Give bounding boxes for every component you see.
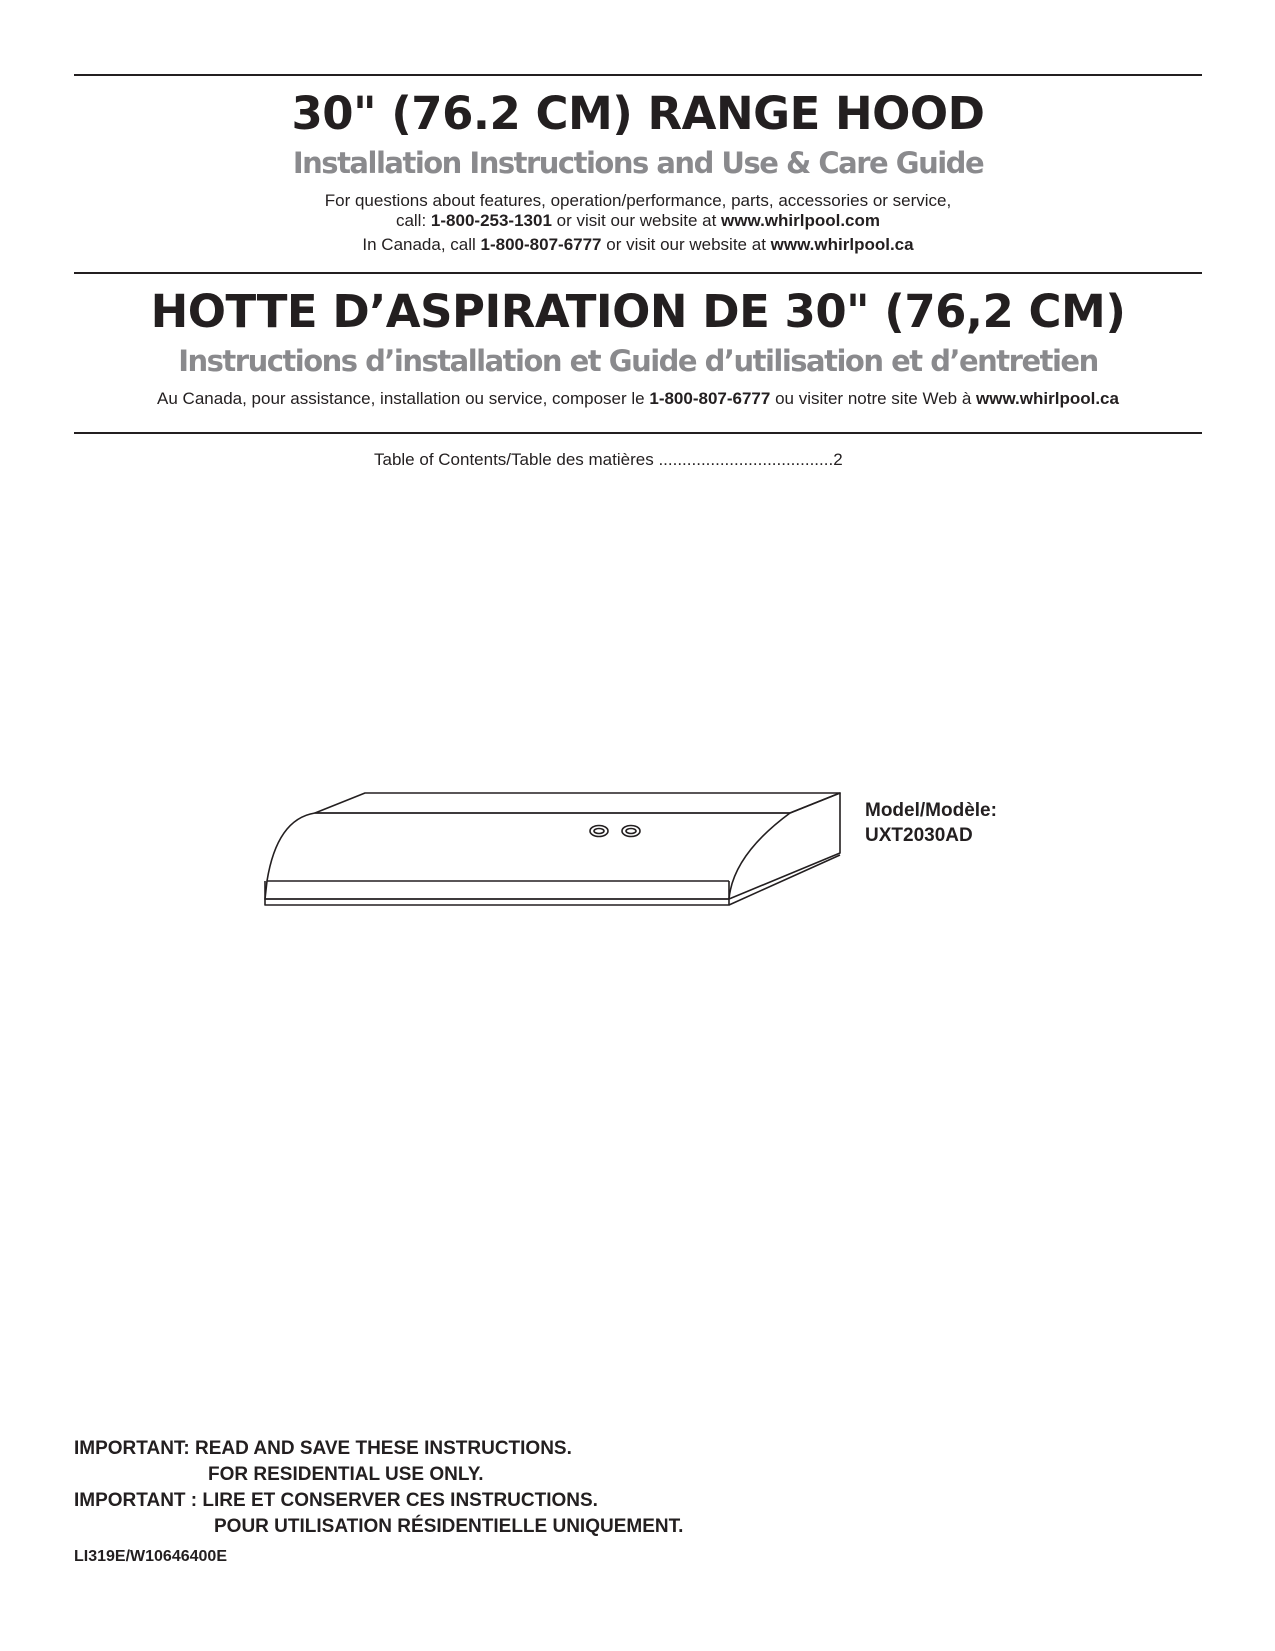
- english-contact-line-2: [74, 210, 1202, 232]
- lower-rule: [74, 432, 1202, 434]
- contact-text: For questions about features, operation/performance, parts, accessories or service,: [324, 191, 952, 210]
- canada-phone-number: 1-800-807-6777: [649, 389, 771, 408]
- english-contact-line-1: [74, 190, 1202, 212]
- us-website-link[interactable]: www.whirlpool.com: [721, 211, 881, 230]
- table-of-contents-entry[interactable]: [374, 450, 843, 470]
- contact-text: or visit our website at: [551, 211, 722, 230]
- french-subtitle: Instructions d’installation et Guide d’utilisation et d’entretien: [178, 344, 1098, 378]
- canada-website-link[interactable]: www.whirlpool.ca: [770, 235, 914, 254]
- contact-text: ou visiter notre site Web à: [770, 389, 977, 408]
- contact-text: or visit our website at: [601, 235, 771, 254]
- contact-text: In Canada, call: [362, 235, 481, 254]
- contact-text: Au Canada, pour assistance, installation ou service, composer le: [157, 389, 650, 408]
- important-english-line-2: FOR RESIDENTIAL USE ONLY.: [208, 1464, 484, 1485]
- toc-page-number: 2: [833, 450, 843, 469]
- french-contact-line: [74, 388, 1202, 410]
- english-title: 30" (76.2 CM) RANGE HOOD: [291, 87, 985, 140]
- english-subtitle: Installation Instructions and Use & Care Guide: [292, 146, 984, 180]
- document-part-number: LI319E/W10646400E: [74, 1548, 227, 1565]
- english-contact-line-3: [74, 234, 1202, 256]
- us-phone-number: 1-800-253-1301: [430, 211, 552, 230]
- toc-leader-dots: .....................................: [658, 450, 834, 469]
- important-notice: [74, 1436, 683, 1540]
- canada-phone-number: 1-800-807-6777: [480, 235, 602, 254]
- top-rule: [74, 74, 1202, 76]
- toc-label: Table of Contents/Table des matières: [374, 450, 659, 469]
- model-label: Model/Modèle:: [865, 800, 997, 821]
- important-english-line-1: IMPORTANT: READ AND SAVE THESE INSTRUCTIONS.: [74, 1438, 572, 1459]
- model-info: [865, 798, 997, 848]
- range-hood-drawing-icon: [255, 785, 845, 915]
- french-title: HOTTE D’ASPIRATION DE 30" (76,2 CM): [150, 285, 1126, 338]
- canada-website-link[interactable]: www.whirlpool.ca: [976, 389, 1119, 408]
- middle-rule: [74, 272, 1202, 274]
- model-number: UXT2030AD: [865, 825, 973, 846]
- contact-text: call:: [395, 211, 431, 230]
- important-french-line-2: POUR UTILISATION RÉSIDENTIELLE UNIQUEMENT.: [214, 1516, 684, 1537]
- important-french-line-1: IMPORTANT : LIRE ET CONSERVER CES INSTRUCTIONS.: [74, 1490, 598, 1511]
